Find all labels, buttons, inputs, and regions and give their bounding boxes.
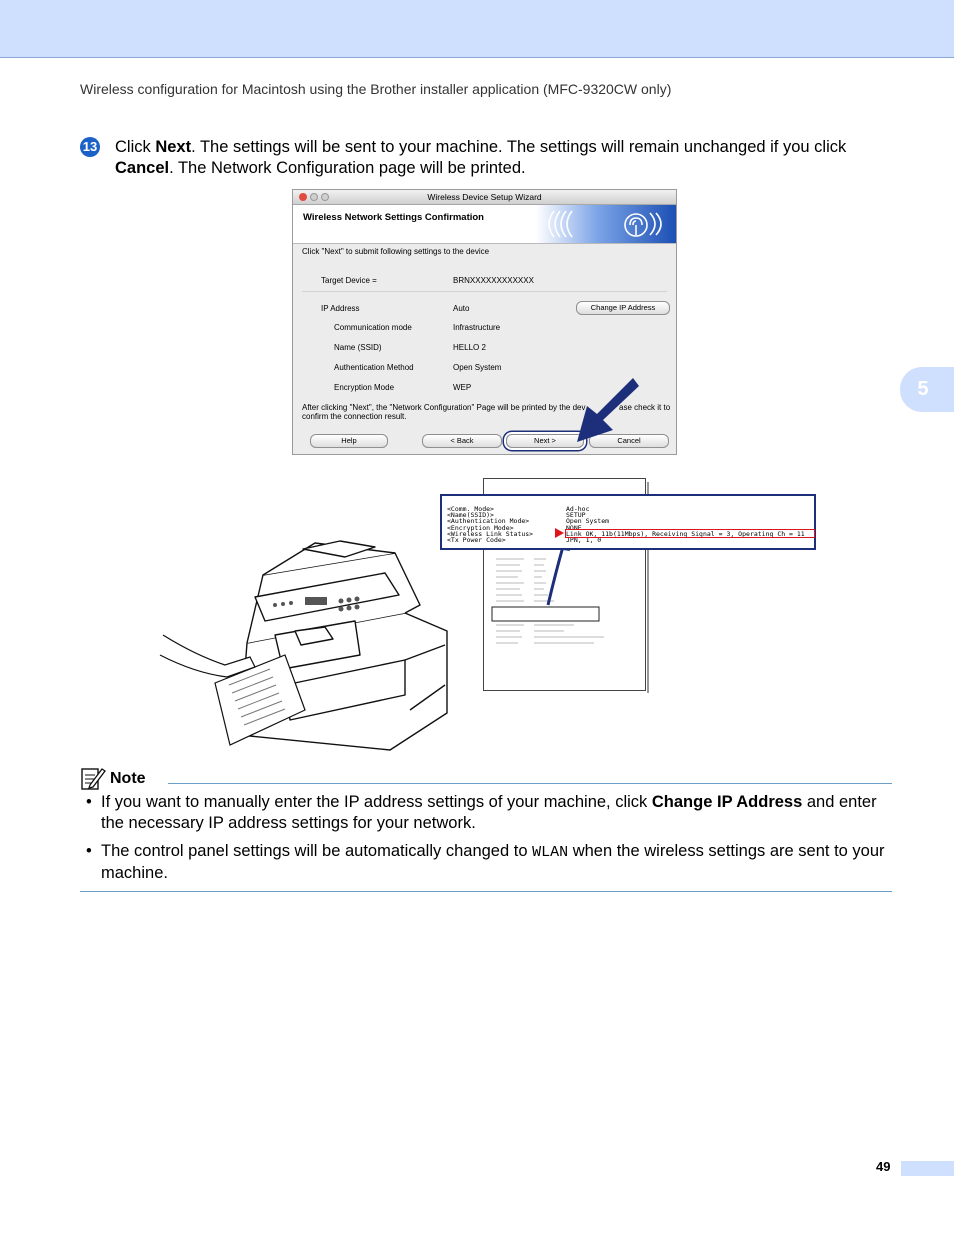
note-pencil-icon [80,765,106,791]
wizard-header [293,205,676,244]
pointer-arrow-icon [573,376,639,444]
step-text-click: Click [115,138,156,156]
step-next-bold: Next [155,138,192,156]
note-item2-text: The control panel settings will be automatically changed to [101,842,533,860]
step-text-end: . The Network Configuration page will be printed. [169,159,526,177]
note-item [86,792,892,834]
encryption-mode-label: Encryption Mode [334,383,395,392]
step-number-badge: 13 [80,137,100,157]
ip-address-label: IP Address [321,304,360,313]
target-device-label: Target Device = [321,276,377,285]
top-color-band [0,0,954,58]
page-number: 49 [876,1159,891,1174]
wizard-footer-text-2: confirm the connection result. [302,412,407,421]
back-button[interactable]: < Back [422,434,502,448]
red-pointer-icon [555,528,564,538]
step-text-mid: . The settings will be sent to your machine. The settings will remain unchanged if you click [191,138,847,156]
config-label-line: <Comm. Mode> [447,505,494,513]
auth-method-value: Open System [453,363,502,372]
comm-mode-value: Infrastructure [453,323,501,332]
wizard-window [292,189,677,455]
cancel-button[interactable]: Cancel [589,434,669,448]
config-value-line: Ad-hoc [566,505,590,513]
ssid-value: HELLO 2 [453,343,486,352]
note-label: Note [110,770,146,787]
config-label-line: <Wireless Link Status> [447,529,534,538]
link-status-highlight [565,529,815,538]
ssid-label: Name (SSID) [334,343,382,352]
config-value-line: Link OK, 11b(11Mbps), Receiving Signal = 3, Operating Ch = 11 [566,529,805,538]
wizard-instruction: Click "Next" to submit following settings to the device [302,247,490,256]
config-value-line: SETUP [566,511,586,520]
wizard-title: Wireless Device Setup Wizard [427,192,542,202]
bullet-icon: • [86,842,92,860]
config-label-line: <Encryption Mode> [447,523,514,532]
target-device-value: BRNXXXXXXXXXXXX [453,276,534,285]
note-item2-tail: when the wireless settings are sent to your machine. [101,842,885,882]
note-end-divider [80,891,892,892]
config-value-line: NONE [566,523,582,532]
config-value-line: Open System [566,517,610,526]
config-label-line: <Name(SSID)> [447,511,494,520]
note-item1-bold: Change IP Address [651,793,803,811]
help-button[interactable]: Help [310,434,388,448]
config-label-line: <Authentication Mode> [447,517,530,526]
bullet-icon: • [86,793,92,811]
note-divider [168,783,892,784]
wizard-heading: Wireless Network Settings Confirmation [303,212,484,223]
note-item [86,841,892,884]
config-value-line: JPN, 1, 0 [566,536,602,545]
comm-mode-label: Communication mode [334,323,412,332]
printer-illustration [155,535,455,755]
step-instruction [115,137,895,179]
config-label-line: <Tx Power Code> [447,536,506,545]
wizard-titlebar [293,190,676,205]
divider [302,291,667,292]
note-item1-text: If you want to manually enter the IP address settings of your machine, click [101,793,652,811]
note-list [86,792,892,891]
footer-color-band [901,1161,954,1176]
chapter-tab[interactable]: 5 [900,367,954,412]
encryption-mode-value: WEP [453,383,472,392]
change-ip-address-button[interactable]: Change IP Address [576,301,670,315]
config-zoom-detail [440,494,816,550]
auth-method-label: Authentication Method [334,363,414,372]
wizard-footer-text: After clicking "Next", the "Network Configuration" Page will be printed by the dev [302,403,586,412]
note-item2-mono: WLAN [532,844,569,861]
next-button[interactable]: Next > [506,434,584,448]
ip-address-value: Auto [453,304,470,313]
step-cancel-bold: Cancel [115,159,170,177]
config-zoom-labels [447,506,533,543]
wireless-logo-icon [536,205,676,243]
running-header: Wireless configuration for Macintosh using the Brother installer application (MFC-9320CW only) [80,81,672,97]
wizard-footer-text-end: ase check it to [619,403,671,412]
note-item1-tail: and enter the necessary IP address settings for your network. [101,793,877,832]
